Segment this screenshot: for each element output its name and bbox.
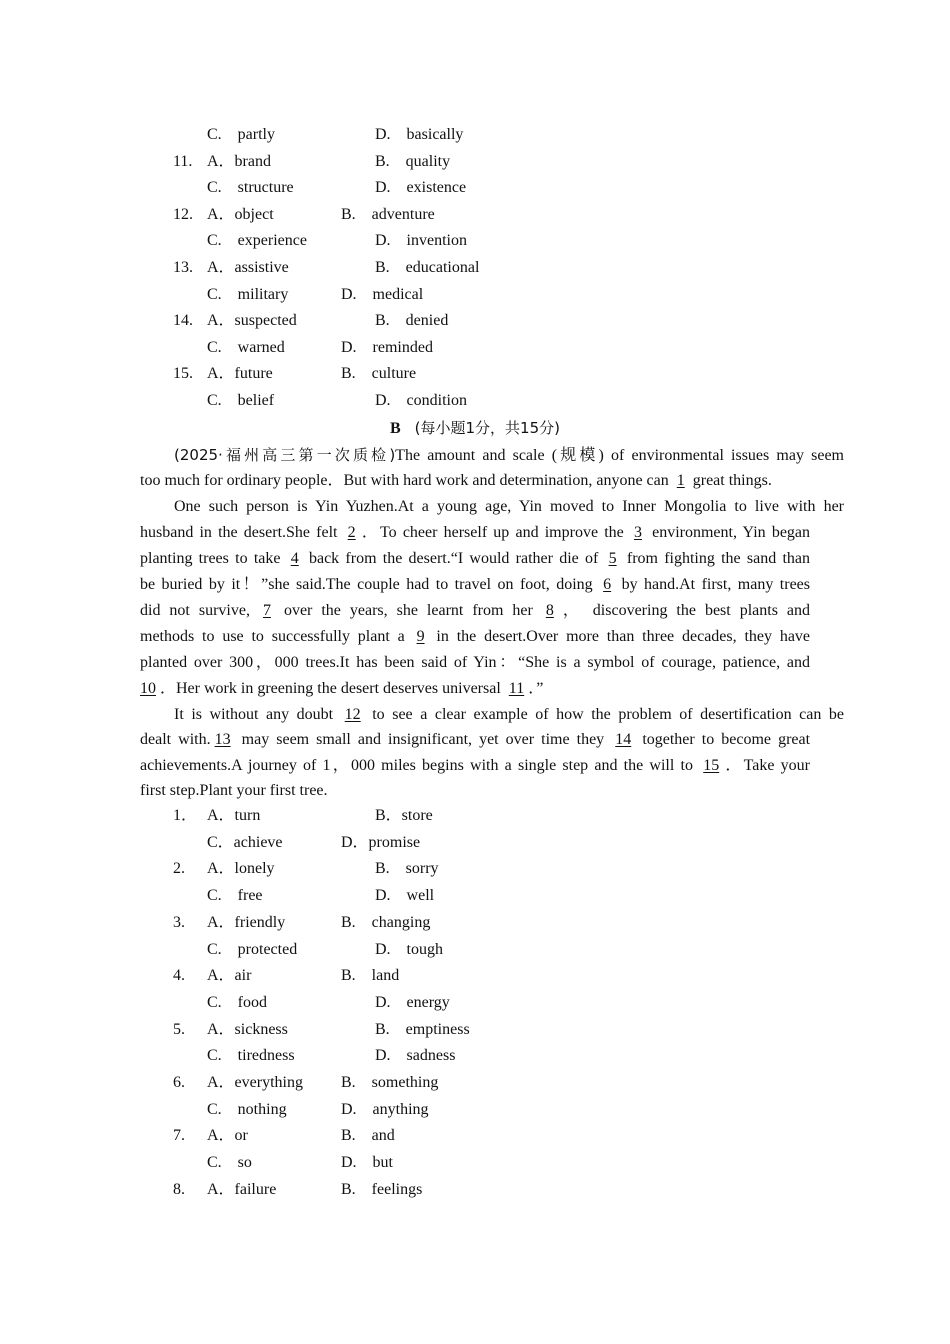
option-row bbox=[140, 122, 810, 148]
option-row bbox=[140, 830, 810, 856]
option-d[interactable]: D. tough bbox=[375, 940, 444, 958]
blank-13[interactable]: 13 bbox=[214, 731, 231, 748]
blank-2[interactable]: 2 bbox=[347, 524, 356, 541]
option-c[interactable]: C. experience bbox=[207, 232, 307, 250]
option-row bbox=[140, 149, 810, 175]
option-b[interactable]: B. land bbox=[341, 967, 400, 985]
option-row bbox=[140, 883, 810, 909]
option-d[interactable]: D. medical bbox=[341, 285, 424, 303]
option-row bbox=[140, 990, 810, 1016]
option-a[interactable]: A．brand bbox=[207, 152, 271, 170]
option-d[interactable]: D. energy bbox=[375, 993, 450, 1011]
option-a[interactable]: A．turn bbox=[207, 807, 261, 824]
option-d[interactable]: D．promise bbox=[341, 833, 421, 851]
question-number: 2. bbox=[173, 860, 185, 878]
option-b[interactable]: B. educational bbox=[375, 259, 480, 276]
section-letter: B bbox=[389, 420, 401, 437]
option-d[interactable]: D. reminded bbox=[341, 338, 433, 356]
question-number: 14. bbox=[173, 312, 193, 330]
option-b[interactable]: B. adventure bbox=[341, 205, 435, 223]
blank-11[interactable]: 11 bbox=[508, 680, 525, 697]
option-b[interactable]: B. quality bbox=[375, 152, 451, 170]
passage-line: first step.Plant your first tree. bbox=[140, 782, 328, 799]
option-c[interactable]: C. so bbox=[207, 1154, 252, 1172]
blank-5[interactable]: 5 bbox=[608, 550, 617, 567]
option-a[interactable]: A．assistive bbox=[207, 259, 289, 276]
option-a[interactable]: A．friendly bbox=[207, 913, 286, 931]
option-row bbox=[140, 388, 810, 414]
question-number: 13. bbox=[173, 259, 193, 276]
option-row bbox=[140, 1017, 810, 1043]
question-number: 1． bbox=[173, 807, 198, 824]
option-row bbox=[140, 335, 810, 361]
question-number: 6. bbox=[173, 1074, 185, 1091]
option-c[interactable]: C. military bbox=[207, 285, 289, 303]
blank-3[interactable]: 3 bbox=[633, 524, 642, 541]
option-row bbox=[140, 1177, 810, 1203]
question-number: 3. bbox=[173, 913, 185, 931]
blank-7[interactable]: 7 bbox=[262, 602, 271, 619]
option-a[interactable]: A．everything bbox=[207, 1074, 303, 1091]
option-row bbox=[140, 1123, 810, 1149]
option-a[interactable]: A．object bbox=[207, 205, 274, 223]
option-c[interactable]: C. partly bbox=[207, 126, 275, 143]
option-a[interactable]: A．or bbox=[207, 1127, 248, 1145]
question-number: 11. bbox=[173, 152, 193, 170]
question-number: 5. bbox=[173, 1020, 185, 1038]
option-d[interactable]: D. invention bbox=[375, 232, 467, 250]
option-b[interactable]: B. feelings bbox=[341, 1180, 423, 1198]
option-c[interactable]: C. warned bbox=[207, 338, 285, 356]
option-a[interactable]: A．failure bbox=[207, 1180, 277, 1198]
option-d[interactable]: D. but bbox=[341, 1154, 394, 1172]
option-a[interactable]: A．lonely bbox=[207, 860, 275, 878]
passage-line: dealt with. 13 may seem small and insignificant, yet over time they 14 together to become great bbox=[140, 727, 810, 753]
option-d[interactable]: D. condition bbox=[375, 392, 467, 409]
option-b[interactable]: B. something bbox=[341, 1074, 439, 1091]
passage-line: be buried by it！”she said.The couple had to travel on foot, doing 6 by hand.At first, many trees bbox=[140, 572, 810, 598]
blank-14[interactable]: 14 bbox=[615, 731, 632, 748]
option-b[interactable]: B. sorry bbox=[375, 860, 439, 878]
question-number: 8. bbox=[173, 1180, 185, 1198]
option-a[interactable]: A．sickness bbox=[207, 1020, 288, 1038]
question-number: 4. bbox=[173, 967, 185, 985]
passage-line: planting trees to take 4 back from the desert.“I would rather die of 5 from fighting the sand than bbox=[140, 546, 810, 572]
section-heading bbox=[140, 415, 810, 441]
option-row bbox=[140, 282, 810, 308]
blank-1[interactable]: 1 bbox=[676, 472, 685, 489]
blank-10[interactable]: 10 bbox=[140, 680, 156, 697]
option-row bbox=[140, 937, 810, 963]
option-row bbox=[140, 1150, 810, 1176]
option-row bbox=[140, 1070, 810, 1096]
option-b[interactable]: B. denied bbox=[375, 312, 449, 330]
passage-line: achievements.A journey of 1，000 miles begins with a single step and the will to 15 ．Take your bbox=[140, 753, 810, 779]
option-a[interactable]: A．future bbox=[207, 365, 273, 383]
option-row bbox=[140, 255, 810, 281]
option-row bbox=[140, 856, 810, 882]
passage-line: 10 ．Her work in greening the desert deserves universal 11 ．” bbox=[140, 676, 810, 702]
blank-15[interactable]: 15 bbox=[703, 757, 720, 774]
option-b[interactable]: B. changing bbox=[341, 913, 431, 931]
passage-line: (2025·福州高三第一次质检)The amount and scale (规模) of environmental issues may seem bbox=[174, 446, 844, 464]
passage-line: too much for ordinary people．But with hard work and determination, anyone can 1 great things. bbox=[140, 468, 810, 494]
option-d[interactable]: D. existence bbox=[375, 179, 467, 197]
option-a[interactable]: A．air bbox=[207, 967, 252, 985]
option-row bbox=[140, 228, 810, 254]
option-row bbox=[140, 202, 810, 228]
option-b[interactable]: B．store bbox=[375, 807, 433, 824]
option-c[interactable]: C. tiredness bbox=[207, 1047, 295, 1065]
question-number: 15. bbox=[173, 365, 193, 383]
option-c[interactable]: C. structure bbox=[207, 179, 294, 197]
option-c[interactable]: C．achieve bbox=[207, 833, 283, 851]
option-row bbox=[140, 308, 810, 334]
option-d[interactable]: D. basically bbox=[375, 126, 464, 143]
option-d[interactable]: D. anything bbox=[341, 1100, 429, 1118]
option-c[interactable]: C. belief bbox=[207, 392, 275, 409]
option-b[interactable]: B. and bbox=[341, 1127, 395, 1145]
passage-line: One such person is Yin Yuzhen.At a young age, Yin moved to Inner Mongolia to live with her bbox=[174, 498, 844, 515]
option-a[interactable]: A．suspected bbox=[207, 312, 297, 330]
passage-line: husband in the desert.She felt 2 ．To cheer herself up and improve the 3 environment, Yin began bbox=[140, 520, 810, 546]
option-row bbox=[140, 1097, 810, 1123]
option-c[interactable]: C. protected bbox=[207, 940, 298, 958]
option-c[interactable]: C. free bbox=[207, 887, 263, 905]
option-row bbox=[140, 910, 810, 936]
option-row bbox=[140, 803, 810, 829]
blank-12[interactable]: 12 bbox=[344, 706, 361, 723]
section-score-note: (每小题1分，共15分) bbox=[414, 419, 560, 437]
option-b[interactable]: B. emptiness bbox=[375, 1020, 470, 1038]
option-row bbox=[140, 963, 810, 989]
option-row bbox=[140, 1043, 810, 1069]
passage-line: It is without any doubt 12 to see a clear example of how the problem of desertification can be bbox=[140, 702, 844, 728]
option-d[interactable]: D. sadness bbox=[375, 1047, 456, 1065]
blank-9[interactable]: 9 bbox=[416, 628, 425, 645]
question-number: 7. bbox=[173, 1127, 185, 1145]
option-c[interactable]: C. nothing bbox=[207, 1100, 287, 1118]
blank-6[interactable]: 6 bbox=[603, 576, 612, 593]
question-number: 12. bbox=[173, 205, 193, 223]
option-row bbox=[140, 175, 810, 201]
blank-8[interactable]: 8 bbox=[545, 602, 554, 619]
blank-4[interactable]: 4 bbox=[290, 550, 299, 567]
option-d[interactable]: D. well bbox=[375, 887, 435, 905]
passage-source: (2025·福州高三第一次质检) bbox=[174, 446, 396, 464]
passage-line: planted over 300，000 trees.It has been said of Yin：“She is a symbol of courage, patience, and bbox=[140, 654, 810, 671]
passage-line: did not survive, 7 over the years, she learnt from her 8 ， discovering the best plants and bbox=[140, 598, 810, 624]
option-b[interactable]: B. culture bbox=[341, 365, 417, 383]
passage-line: methods to use to successfully plant a 9 in the desert.Over more than three decades, they have bbox=[140, 624, 810, 650]
option-c[interactable]: C. food bbox=[207, 993, 268, 1011]
option-row bbox=[140, 361, 810, 387]
